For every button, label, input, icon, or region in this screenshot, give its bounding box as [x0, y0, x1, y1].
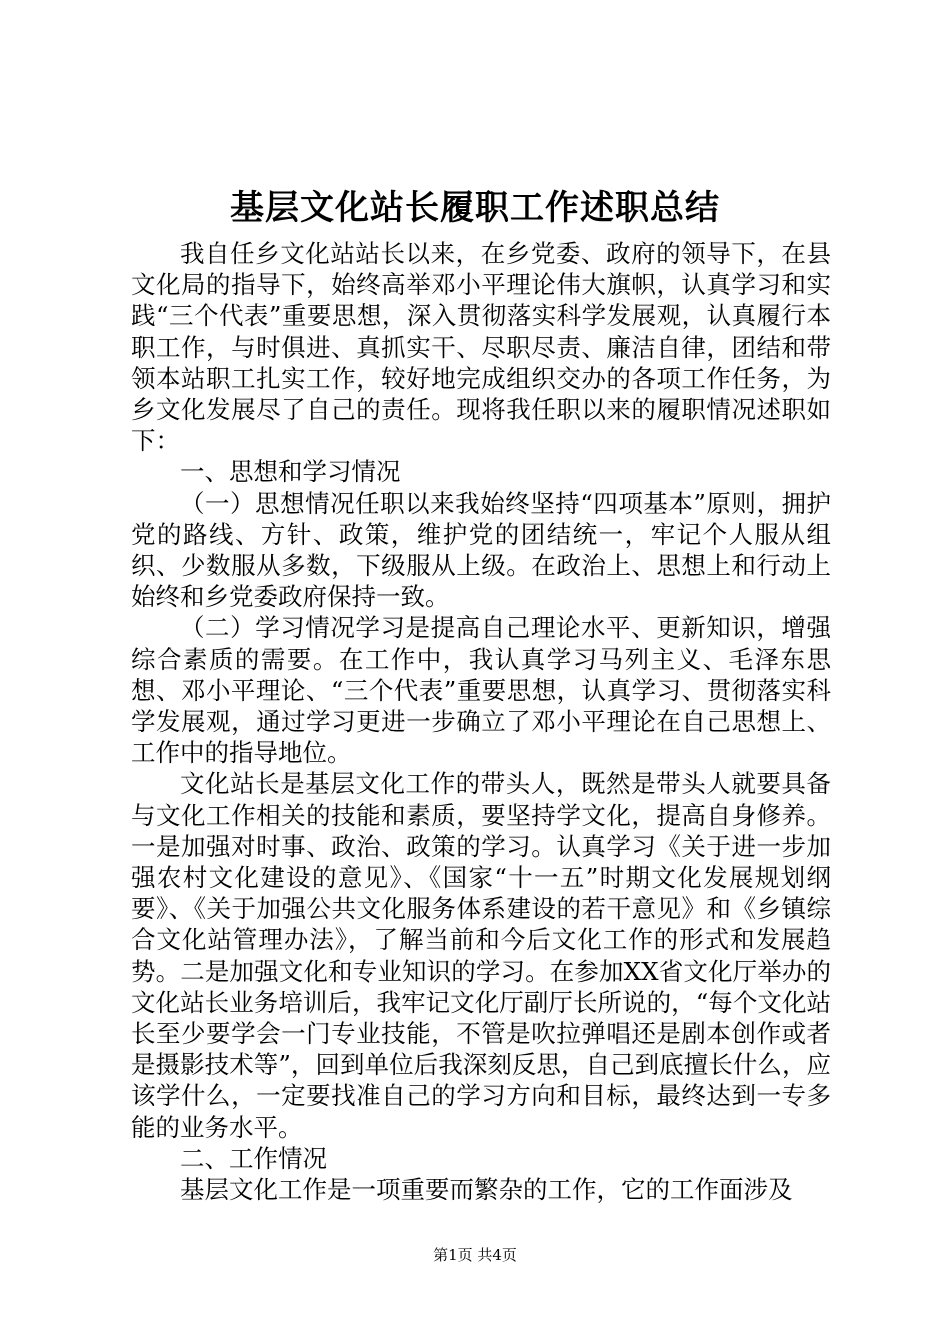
document-title: 基层文化站长履职工作述职总结 [230, 188, 720, 228]
paragraph-intro: 我自任乡文化站站长以来，在乡党委、政府的领导下，在县文化局的指导下，始终高举邓小平理论伟大旗帜，认真学习和实践“三个代表”重要思想，深入贯彻落实科学发展观，认真履行本职工作，与时俱进、真抓实干、尽职尽责、廉洁自律，团结和带领本站职工扎实工作，较好地完成组织交办的各项工作任务，为乡文化发展尽了自己的责任。现将我任职以来的履职情况述职如下： [131, 239, 831, 456]
page-number: 第1页 共4页 [433, 1246, 517, 1264]
paragraph-thought: （一）思想情况任职以来我始终坚持“四项基本”原则，拥护党的路线、方针、政策，维护党的团结统一，牢记个人服从组织、少数服从多数，下级服从上级。在政治上、思想上和行动上始终和乡党委政府保持一致。 [131, 488, 831, 612]
paragraph-study: （二）学习情况学习是提高自己理论水平、更新知识，增强综合素质的需要。在工作中，我认真学习马列主义、毛泽东思想、邓小平理论、“三个代表”重要思想，认真学习、贯彻落实科学发展观，通过学习更进一步确立了邓小平理论在自己思想上、工作中的指导地位。 [131, 613, 831, 768]
section-heading-thought-study: 一、思想和学习情况 [180, 457, 401, 487]
paragraph-work: 基层文化工作是一项重要而繁杂的工作，它的工作面涉及 [180, 1175, 793, 1205]
paragraph-station-leader: 文化站长是基层文化工作的带头人，既然是带头人就要具备与文化工作相关的技能和素质，要坚持学文化，提高自身修养。一是加强对时事、政治、政策的学习。认真学习《关于进一步加强农村文化建设的意见》、《国家“十一五”时期文化发展规划纲要》、《关于加强公共文化服务体系建设的若干意见》和《乡镇综合文化站管理办法》，了解当前和今后文化工作的形式和发展趋势。二是加强文化和专业知识的学习。在参加XX省文化厅举办的文化站长业务培训后，我牢记文化厅副厅长所说的，“每个文化站长至少要学会一门专业技能，不管是吹拉弹唱还是剧本创作或者是摄影技术等”，回到单位后我深刻反思，自己到底擅长什么，应该学什么，一定要找准自己的学习方向和目标，最终达到一专多能的业务水平。 [131, 769, 831, 1142]
section-heading-work: 二、工作情况 [180, 1143, 327, 1173]
document-body [131, 238, 831, 1205]
